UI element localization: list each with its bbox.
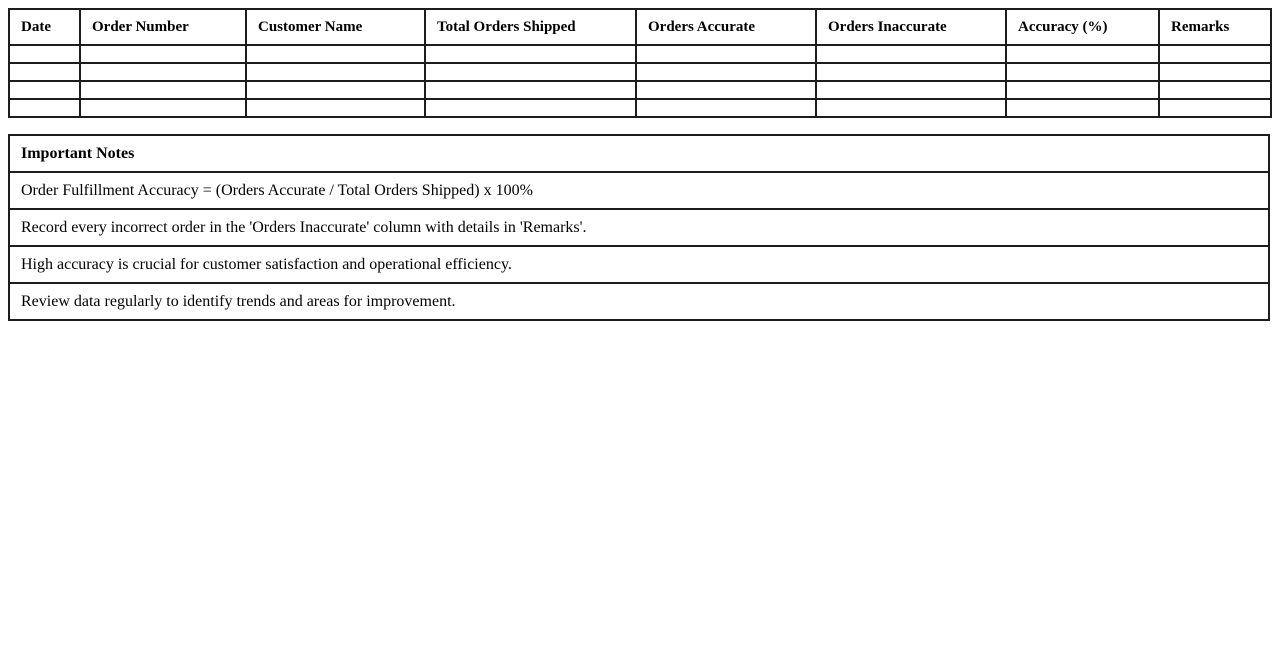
- table-cell: [1159, 45, 1271, 63]
- note-row: [9, 283, 1269, 320]
- column-header: Order Number: [80, 9, 246, 45]
- table-cell: [80, 81, 246, 99]
- table-cell: [636, 63, 816, 81]
- table-cell: [1159, 81, 1271, 99]
- table-cell: [246, 63, 425, 81]
- table-cell: [9, 45, 80, 63]
- table-row: [9, 63, 1271, 81]
- table-cell: [816, 81, 1006, 99]
- table-cell: [1006, 81, 1159, 99]
- column-header: Orders Inaccurate: [816, 9, 1006, 45]
- table-cell: [246, 99, 425, 117]
- column-header: Orders Accurate: [636, 9, 816, 45]
- order-accuracy-table: [8, 8, 1272, 118]
- table-cell: [425, 45, 636, 63]
- notes-table-body: [9, 135, 1269, 320]
- table-cell: [1006, 63, 1159, 81]
- order-table-body: [9, 45, 1271, 117]
- table-cell: [636, 45, 816, 63]
- note-text: Order Fulfillment Accuracy = (Orders Accurate / Total Orders Shipped) x 100%: [9, 172, 1269, 209]
- note-text: High accuracy is crucial for customer satisfaction and operational efficiency.: [9, 246, 1269, 283]
- table-cell: [9, 99, 80, 117]
- table-row: [9, 45, 1271, 63]
- order-table-header: [9, 9, 1271, 45]
- table-cell: [636, 99, 816, 117]
- table-cell: [9, 81, 80, 99]
- table-cell: [816, 45, 1006, 63]
- table-cell: [9, 63, 80, 81]
- table-cell: [80, 45, 246, 63]
- table-cell: [1159, 63, 1271, 81]
- table-cell: [425, 63, 636, 81]
- table-cell: [80, 63, 246, 81]
- note-text: Review data regularly to identify trends and areas for improvement.: [9, 283, 1269, 320]
- column-header: Accuracy (%): [1006, 9, 1159, 45]
- table-cell: [246, 45, 425, 63]
- table-cell: [816, 63, 1006, 81]
- order-table-header-row: [9, 9, 1271, 45]
- column-header: Remarks: [1159, 9, 1271, 45]
- note-row: [9, 209, 1269, 246]
- table-cell: [1159, 99, 1271, 117]
- column-header: Customer Name: [246, 9, 425, 45]
- table-cell: [1006, 99, 1159, 117]
- table-cell: [636, 81, 816, 99]
- table-cell: [80, 99, 246, 117]
- notes-title-row: [9, 135, 1269, 172]
- table-cell: [425, 81, 636, 99]
- column-header: Total Orders Shipped: [425, 9, 636, 45]
- table-cell: [246, 81, 425, 99]
- table-row: [9, 99, 1271, 117]
- note-row: [9, 246, 1269, 283]
- note-text: Record every incorrect order in the 'Orders Inaccurate' column with details in 'Remarks'.: [9, 209, 1269, 246]
- table-cell: [816, 99, 1006, 117]
- table-row: [9, 81, 1271, 99]
- table-cell: [1006, 45, 1159, 63]
- note-row: [9, 172, 1269, 209]
- notes-title: Important Notes: [9, 135, 1269, 172]
- table-cell: [425, 99, 636, 117]
- column-header: Date: [9, 9, 80, 45]
- important-notes-table: [8, 134, 1270, 321]
